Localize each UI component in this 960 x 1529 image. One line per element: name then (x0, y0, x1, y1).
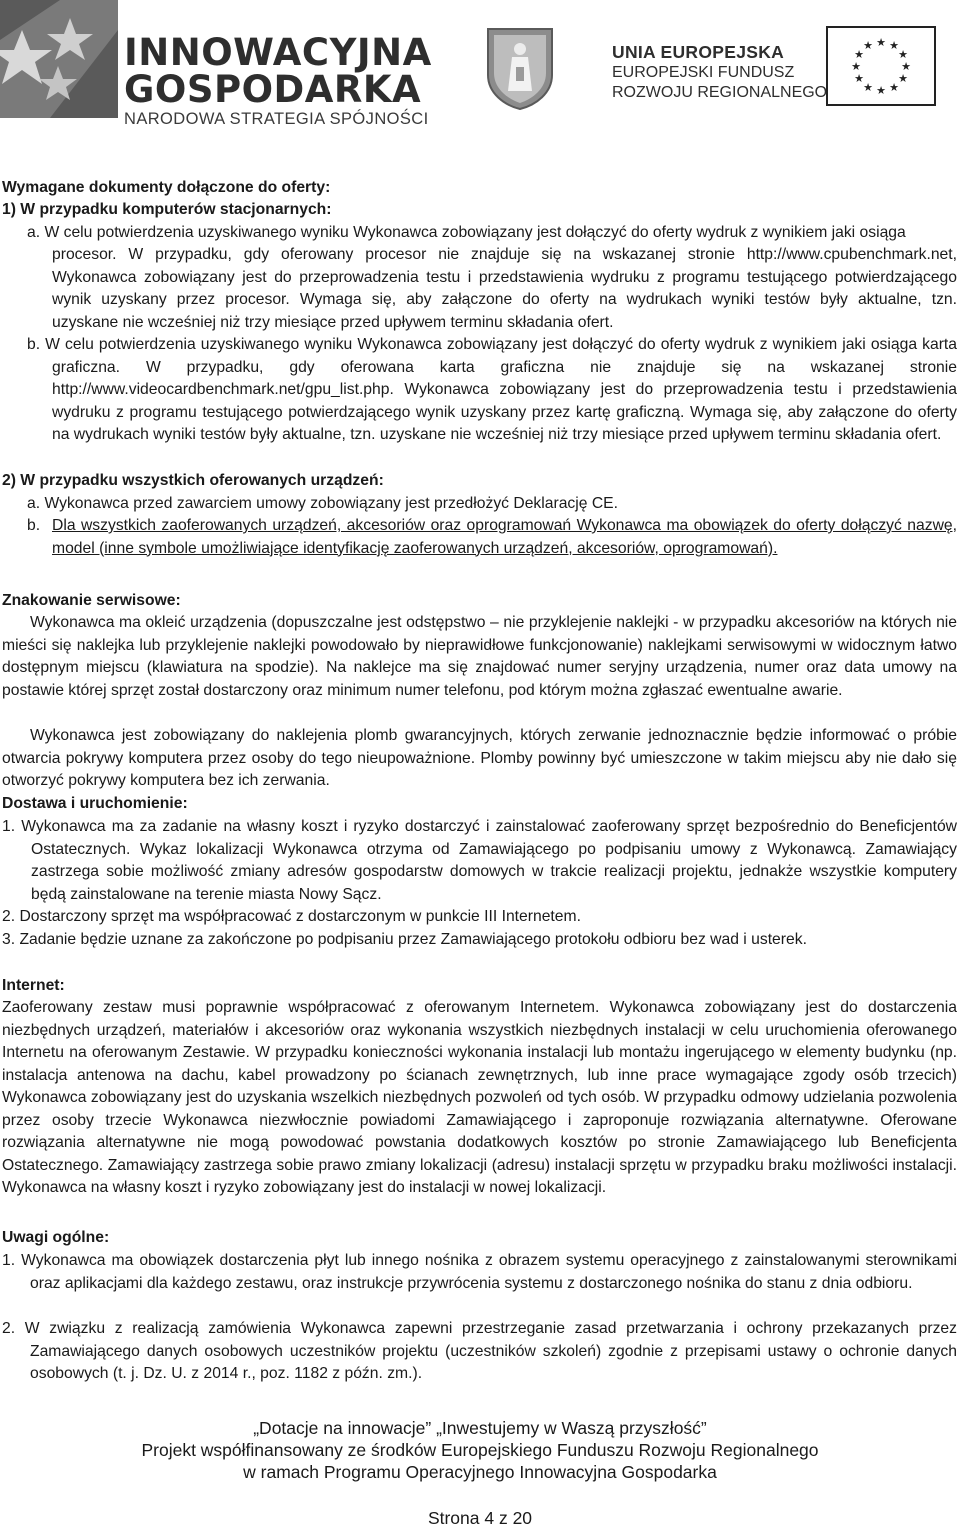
svg-text:★: ★ (901, 60, 911, 73)
svg-text:★: ★ (876, 84, 886, 97)
eu-line2: EUROPEJSKI FUNDUSZ (612, 64, 795, 81)
svg-text:★: ★ (854, 72, 864, 85)
general-note2: 2. W związku z realizacją zamówienia Wykonawca zapewni przestrzeganie zasad przetwarzania i ochrony przekazanych przez Zamawiającego danych osobowych uczestników projektu (uczestników szkoleń) zgodnie z przepisami ustawy o ochronie danych osobowych (t. j. Dz. U. z 2014 r., poz. 1182 z późn. zm.). (2, 1320, 957, 1382)
innowacyjna-gospodarka-logo-icon (0, 0, 118, 118)
footer-cofinance: Projekt współfinansowany ze środków Europejskiego Funduszu Rozwoju Regionalnego (141, 1440, 819, 1460)
service-marking-para1: Wykonawca ma okleić urządzenia (dopuszczalne jest odstępstwo – nie przyklejenie naklejki - w przypadku akcesoriów na których nie mieści się naklejka lub przyklejenie naklejki powodowało by nieprawidłowe funkcjonowanie) naklejkami serwisowymi w widocznym łatwo dostępnym miejscu (klawiatura na spodzie). Na naklejce ma się znajdować numer seryjny urządzenia, numer oraz data umowy na postawie której sprzęt został dostarczony oraz minimum numer telefonu, pod którym można zgłaszać ewentualne awarie. (2, 614, 957, 699)
delivery-item2: 2. Dostarczony sprzęt ma współpracować z dostarczonym w punkcie III Internetem. (2, 908, 581, 925)
ig-logo-text (124, 31, 432, 111)
item-ce-declaration: a. Wykonawca przed zawarciem umowy zobowiązany jest przedłożyć Deklarację CE. (27, 495, 618, 512)
desktop-subheading: 1) W przypadku komputerów stacjonarnych: (2, 201, 332, 218)
svg-text:★: ★ (876, 36, 886, 49)
internet-para: Zaoferowany zestaw musi poprawnie współpracować z oferowanym Internetem. Wykonawca zobowiązany jest do dostarczenia niezbędnych urządzeń, materiałów i akcesoriów oraz wykonania wszystkich niezbędnych instalacji w celu uruchomienia oferowanego Internetu na oferowanym Zestawie. W przypadku konieczności wykonania instalacji lub montażu ingerującego w elementy budynku (np. instalacja antenowa na dachu, kabel prowadzony po ścianach zewnętrznych, lub inne prace wymagające zgody osób trzecich) Wykonawca zobowiązany jest do uzyskania wszelkich niezbędnych pozwoleń od tych osób. W przypadku odmowy udzielania pozwolenia przez osoby trzecie Wykonawca niezwłocznie powiadomi Zamawiającego i zaproponuje rozwiązania alternatywne. Oferowane rozwiązania alternatywne nie mogą powodować powstania dodatkowych kosztów po stronie Zamawiającego lub Beneficjenta Ostatecznego. Zamawiający zastrzega sobie prawo zmiany lokalizacji (adresu) instalacji sprzętu w przypadku braku możliwości instalacji. Wykonawca na własny koszt i ryzyko zobowiązany jest do instalacji w nowej lokalizacji. (2, 999, 957, 1196)
item-b-marker: b. (27, 517, 41, 534)
item-a-line4: wynik uzyskany przez procesor. Wymaga się, aby załączone do oferty na wydrukach wyniki testów były aktualne, tzn. (52, 291, 957, 308)
svg-text:★: ★ (889, 39, 899, 52)
item-b-graphics: b. W celu potwierdzenia uzyskiwanego wyniku Wykonawca zobowiązany jest dołączyć do oferty wydruk z wynikiem jaki osiąga karta graficzna. W przypadku, gdy oferowana karta graficzna nie znajduje się na wskazanej stronie http://www.videocardbenchmark.net/gpu_list.php. Wykonawca zobowiązany jest do przeprowadzenia testu i przedstawienia wydruku z programu testującego potwierdzającego wynik uzyskany przez kartę graficzną. Wymaga się, aby załączone do oferty na wydrukach wyniki testów były aktualne, tzn. uzyskane nie wcześniej niż trzy miesiące przed upływem terminu składania ofert. (27, 336, 957, 443)
svg-text:★: ★ (898, 72, 908, 85)
svg-text:★: ★ (851, 60, 861, 73)
eu-line3: ROZWOJU REGIONALNEGO (612, 84, 828, 101)
item-a-line1: a. W celu potwierdzenia uzyskiwanego wyniku Wykonawca zobowiązany jest dołączyć do oferty wydruk z wynikiem jaki osiąga (27, 224, 906, 241)
item-a-line3: Wykonawca zobowiązany jest do przeprowadzenia testu i przedstawienia wydruku z programu testującego potwierdzającego (52, 269, 957, 286)
delivery-item1: 1. Wykonawca ma za zadanie na własny koszt i ryzyko dostarczyć i zainstalować zaoferowany sprzęt bezpośrednio do Beneficjentów Ostatecznych. Wykaz lokalizacji Wykonawca otrzyma od Zamawiającego po podpisaniu umowy z Wykonawcą. Zamawiający zastrzega sobie możliwość zmiany adresów gospodarstw domowych w trakcie realizacji projektu, jednakże wszystkie komputery będą zainstalowane na terenie miasta Nowy Sącz. (2, 818, 957, 903)
eu-line1: UNIA EUROPEJSKA (612, 42, 785, 62)
general-notes-heading: Uwagi ogólne: (2, 1229, 110, 1246)
internet-heading: Internet: (2, 977, 65, 994)
svg-text:★: ★ (863, 39, 873, 52)
service-marking-para2: Wykonawca jest zobowiązany do naklejenia plomb gwarancyjnych, których zerwanie jednoznacznie będzie informować o próbie otwarcia pokrywy komputera przez osoby do tego nieupoważnione. Plomby powinny być umieszczone w takim miejscu aby nie dało się otworzyć pokrywy komputera bez ich zerwania. (2, 727, 957, 789)
delivery-heading: Dostawa i uruchomienie: (2, 795, 188, 812)
svg-text:★: ★ (898, 48, 908, 61)
item-a-line2: procesor. W przypadku, gdy oferowany procesor nie znajduje się na wskazanej stronie http://www.cpubenchmark.net, (52, 246, 957, 263)
ig-title-line1: INNOWACYJNA (124, 31, 432, 74)
footer-programme: w ramach Programu Operacyjnego Innowacyjna Gospodarka (243, 1462, 717, 1482)
general-note1: 1. Wykonawca ma obowiązek dostarczenia płyt lub innego nośnika z obrazem systemu operacyjnego z zainstalowanymi sterownikami oraz aplikacjami dla każdego zestawu, oraz instrukcje przywrócenia systemu z dostarczonego nośnika do stanu z dnia odbioru. (2, 1252, 957, 1292)
required-docs-heading: Wymagane dokumenty dołączone do oferty: (2, 179, 331, 196)
item-device-names (27, 515, 957, 560)
all-devices-subheading: 2) W przypadku wszystkich oferowanych urządzeń: (2, 472, 384, 489)
footer-slogan: „Dotacje na innowacje” „Inwestujemy w Waszą przyszłość” (253, 1418, 707, 1438)
page-header (0, 0, 960, 140)
page-number: Strona 4 z 20 (427, 1508, 533, 1528)
service-marking-heading: Znakowanie serwisowe: (2, 592, 181, 609)
delivery-item3: 3. Zadanie będzie uznane za zakończone po podpisaniu przez Zamawiającego protokołu odbioru bez wad i usterek. (2, 931, 807, 948)
item-b-device-text: Dla wszystkich zaoferowanych urządzeń, akcesoriów oraz oprogramowań Wykonawca ma obowiązek do oferty dołączyć nazwę, model (inne symbole umożliwiające identyfikację zaoferowanych urządzeń, akcesoriów, oprogramowań). (52, 517, 957, 557)
ig-title-line2: GOSPODARKA (124, 68, 422, 111)
svg-text:★: ★ (889, 81, 899, 94)
coat-of-arms-icon (486, 27, 554, 111)
svg-text:★: ★ (854, 48, 864, 61)
eu-flag-icon (826, 26, 936, 106)
item-a-line5: uzyskane nie wcześniej niż trzy miesiące przed upływem terminu składania ofert. (52, 314, 614, 331)
svg-text:★: ★ (863, 81, 873, 94)
eu-text-block (612, 42, 827, 103)
ig-subtitle: NARODOWA STRATEGIA SPÓJNOŚCI (124, 110, 429, 128)
